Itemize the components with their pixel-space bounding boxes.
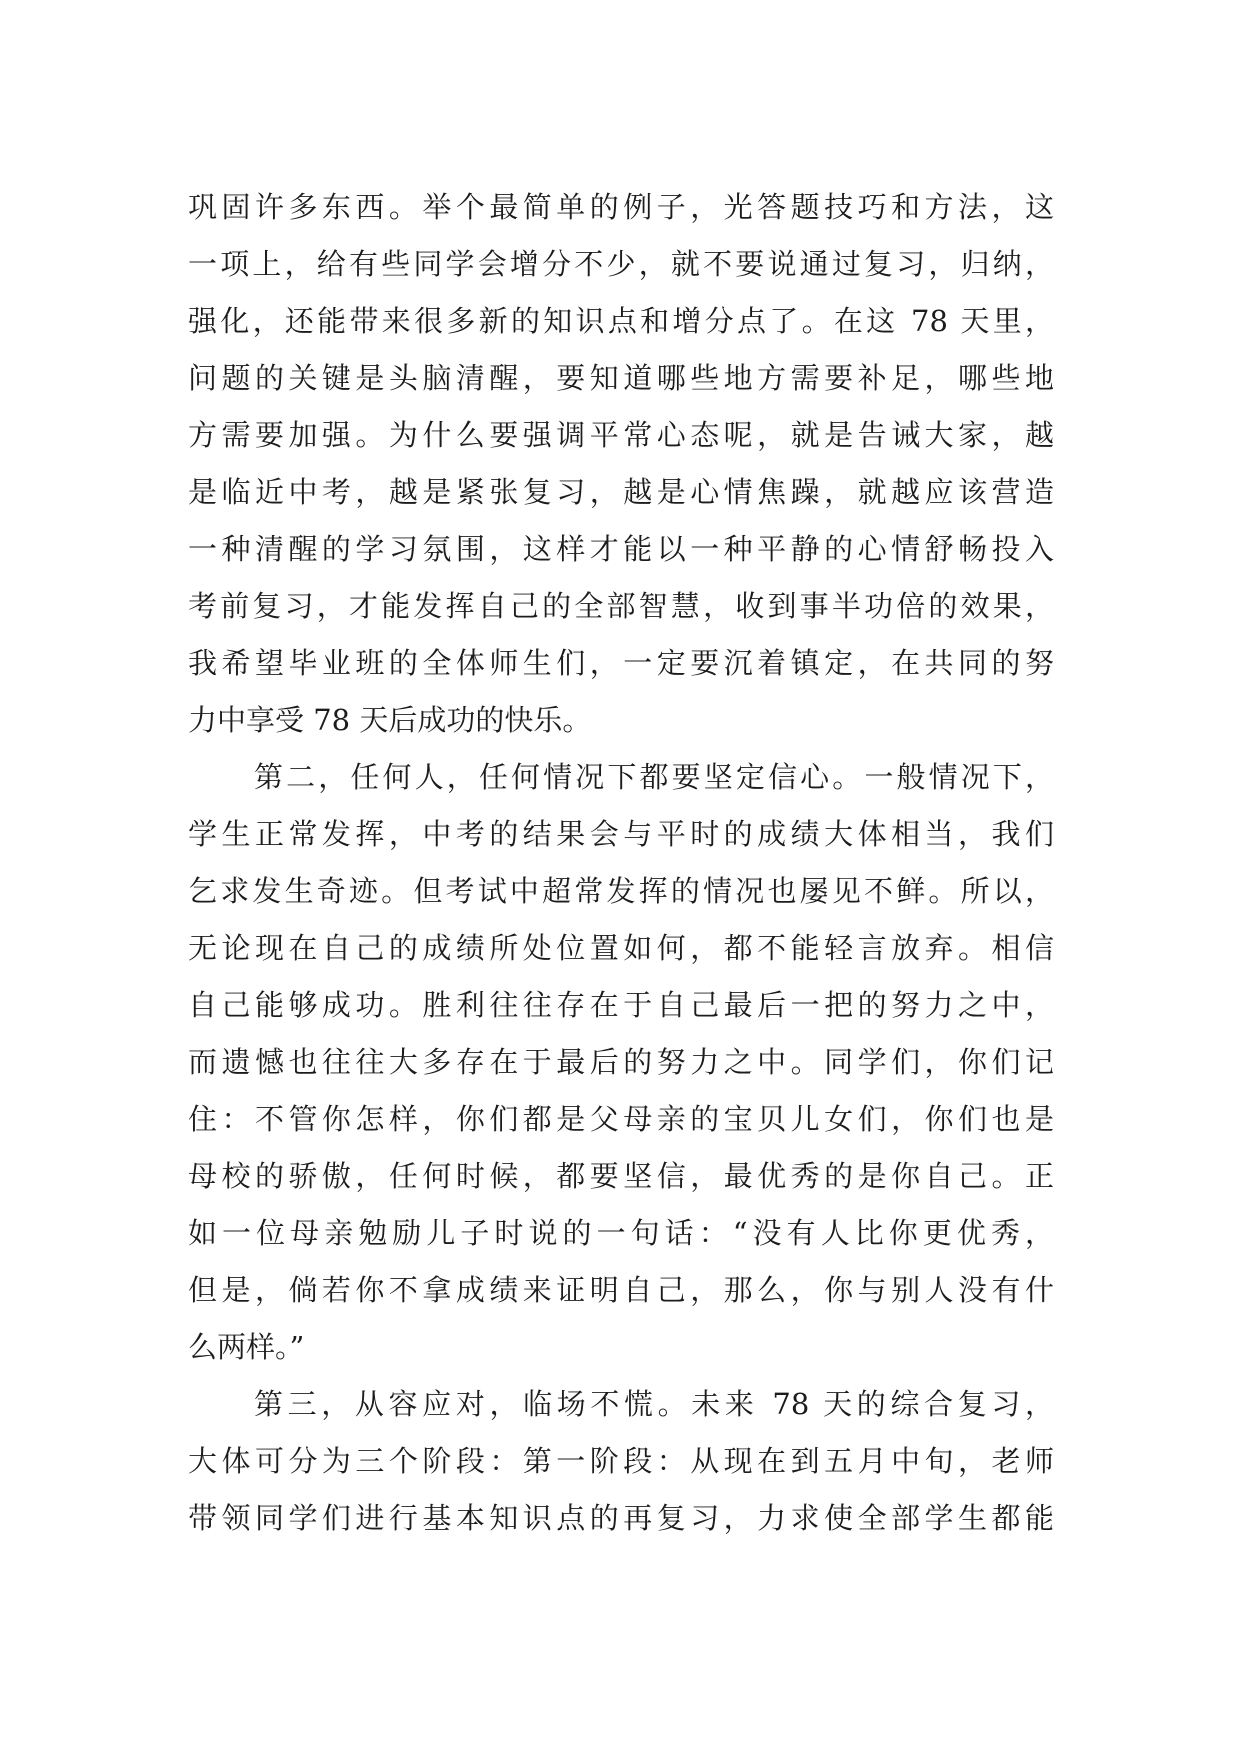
paragraph-line: 无论现在自己的成绩所处位置如何，都不能轻言放弃。相信: [188, 931, 1054, 965]
paragraph-line: 学生正常发挥，中考的结果会与平时的成绩大体相当，我们: [188, 817, 1054, 851]
paragraph-3: [188, 1376, 1054, 1547]
paragraph-line: 住：不管你怎样，你们都是父母亲的宝贝儿女们，你们也是: [188, 1102, 1054, 1136]
paragraph-line: 一项上，给有些同学会增分不少，就不要说通过复习，归纳，: [188, 247, 1054, 281]
paragraph-line: 么两样。”: [188, 1330, 305, 1364]
paragraph-line: 自己能够成功。胜利往往存在于自己最后一把的努力之中，: [188, 988, 1054, 1022]
paragraph-line: 母校的骄傲，任何时候，都要坚信，最优秀的是你自己。正: [188, 1159, 1054, 1193]
paragraph-line: 是临近中考，越是紧张复习，越是心情焦躁，就越应该营造: [188, 475, 1054, 509]
paragraph-line: 力中享受 78 天后成功的快乐。: [188, 703, 592, 737]
paragraph-2: [188, 749, 1054, 1376]
paragraph-line: 方需要加强。为什么要强调平常心态呢，就是告诫大家，越: [188, 418, 1054, 452]
paragraph-line: 一种清醒的学习氛围，这样才能以一种平静的心情舒畅投入: [188, 532, 1054, 566]
paragraph-line: 巩固许多东西。举个最简单的例子，光答题技巧和方法，这: [188, 190, 1054, 224]
body-text: [188, 179, 1054, 1547]
paragraph-line: 但是，倘若你不拿成绩来证明自己，那么，你与别人没有什: [188, 1273, 1054, 1307]
paragraph-line: 强化，还能带来很多新的知识点和增分点了。在这 78 天里，: [188, 304, 1054, 338]
paragraph-line: 我希望毕业班的全体师生们，一定要沉着镇定，在共同的努: [188, 646, 1054, 680]
paragraph-line: 第三，从容应对，临场不慌。未来 78 天的综合复习，: [254, 1387, 1054, 1421]
paragraph-line: 第二，任何人，任何情况下都要坚定信心。一般情况下，: [254, 760, 1054, 794]
paragraph-1: [188, 179, 1054, 749]
paragraph-line: 带领同学们进行基本知识点的再复习，力求使全部学生都能: [188, 1501, 1054, 1535]
paragraph-line: 大体可分为三个阶段：第一阶段：从现在到五月中旬，老师: [188, 1444, 1054, 1478]
paragraph-line: 而遗憾也往往大多存在于最后的努力之中。同学们，你们记: [188, 1045, 1054, 1079]
paragraph-line: 考前复习，才能发挥自己的全部智慧，收到事半功倍的效果，: [188, 589, 1054, 623]
paragraph-line: 问题的关键是头脑清醒，要知道哪些地方需要补足，哪些地: [188, 361, 1054, 395]
paragraph-line: 如一位母亲勉励儿子时说的一句话：“没有人比你更优秀，: [188, 1216, 1054, 1250]
paragraph-line: 乞求发生奇迹。但考试中超常发挥的情况也屡见不鲜。所以，: [188, 874, 1054, 908]
